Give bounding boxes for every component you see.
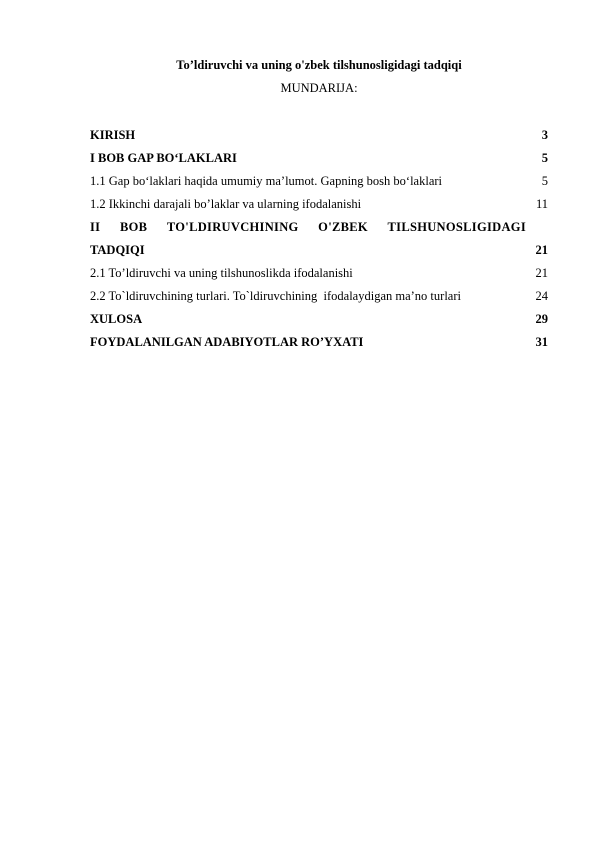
- toc-entry-chapter-1[interactable]: [90, 150, 548, 173]
- toc-entry-kirish[interactable]: [90, 127, 548, 150]
- toc-entry-label: TADQIQI: [90, 243, 145, 257]
- toc-entry-xulosa[interactable]: [90, 311, 548, 334]
- toc-entry-label: 1.2 Ikkinchi darajali bo’laklar va ularning ifodalanishi: [90, 197, 362, 211]
- toc-entry-page: 5: [541, 151, 548, 165]
- toc-entry-page: 31: [535, 335, 548, 349]
- toc-entry-page: 21: [535, 243, 548, 257]
- toc-entry-label: I BOB GAP BO‘LAKLARI: [90, 151, 237, 165]
- toc-entry-label: 2.2 To`ldiruvchining turlari. To`ldiruvchining ifodalaydigan ma’no turlari: [90, 289, 461, 303]
- toc-entry-page: 3: [541, 128, 548, 142]
- toc-entry-label-word: BOB: [119, 220, 148, 234]
- toc-entry-label: FOYDALANILGAN ADABIYOTLAR RO’YXATI: [90, 335, 364, 349]
- toc-entry-references[interactable]: [90, 334, 548, 357]
- toc-heading: MUNDARIJA:: [280, 81, 358, 95]
- toc-entry-page: 5: [541, 174, 548, 188]
- toc-entry-section-2-1[interactable]: [90, 265, 548, 288]
- toc-entry-page: 21: [535, 266, 548, 280]
- toc-entry-label: XULOSA: [90, 312, 143, 326]
- toc-entry-label-line-2: [90, 242, 548, 265]
- toc-entry-label: 1.1 Gap bo‘laklari haqida umumiy ma’lumot. Gapning bosh bo‘laklari: [90, 174, 443, 188]
- toc-entry-label-word: O'ZBEK: [318, 220, 368, 234]
- document-title: To’ldiruvchi va uning o'zbek tilshunosligidagi tadqiqi: [176, 58, 462, 72]
- toc-entry-section-2-2[interactable]: [90, 288, 548, 311]
- toc-entry-label: KIRISH: [90, 128, 136, 142]
- toc-entry-page: 11: [535, 197, 548, 211]
- toc-entry-label-word: II: [90, 220, 101, 234]
- toc-entry-label-word: TO'LDIRUVCHINING: [166, 220, 299, 234]
- toc-entry-label-word: TILSHUNOSLIGIDAGI: [387, 220, 526, 234]
- toc-entry-chapter-2[interactable]: [90, 219, 548, 265]
- table-of-contents: [90, 127, 548, 357]
- toc-entry-section-1-2[interactable]: [90, 196, 548, 219]
- toc-entry-section-1-1[interactable]: [90, 173, 548, 196]
- toc-entry-label: 2.1 To’ldiruvchi va uning tilshunoslikda ifodalanishi: [90, 266, 353, 280]
- toc-entry-label-line-1: [90, 219, 526, 242]
- toc-entry-page: 29: [535, 312, 548, 326]
- toc-entry-page: 24: [535, 289, 548, 303]
